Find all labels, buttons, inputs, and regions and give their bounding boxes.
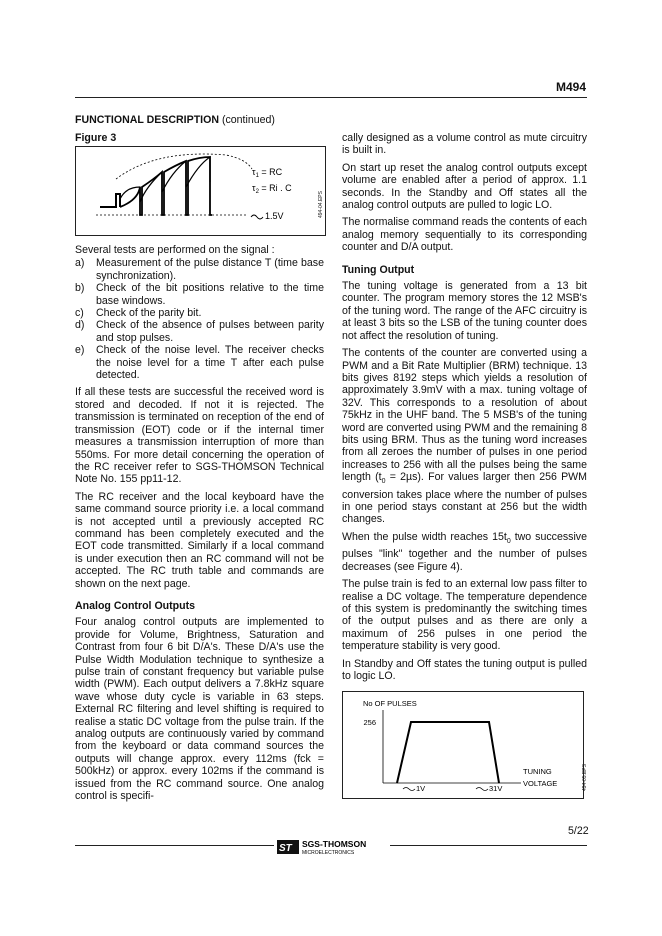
paragraph-rc-receiver: The RC receiver and the local keyboard have the same command source priority i.e. a local command is not accepted until a previously accepted RC command has been completely executed and the EOT code transmitted. Similarly if a local command is under execution then an RC command will not be accepted. The RC truth table and commands are shown on the next page.: [75, 490, 324, 590]
left-column: [75, 114, 324, 145]
x-tick-1v: 1V: [416, 784, 426, 793]
page-number: 5/22: [568, 825, 589, 837]
tuning-output-title: Tuning Output: [342, 263, 415, 276]
list-item: b) Check of the bit positions relative to the time base windows.: [75, 282, 324, 307]
footer-rule-right: [390, 845, 587, 846]
section-heading: [75, 114, 324, 126]
pulse-train: [120, 157, 212, 215]
document-id: M494: [556, 80, 587, 94]
ac-symbol-icon: [403, 788, 415, 791]
paragraph-startup: On start up reset the analog control outputs except volume are enabled after a period of approx. 1.1 seconds. In the Standby and Off states all the analog control outputs are pulled to logic LO.: [342, 161, 587, 212]
rc-curve: [116, 154, 252, 179]
header-rule: [75, 97, 587, 98]
right-column: [342, 132, 587, 703]
tests-intro: Several tests are performed on the signal :: [75, 244, 275, 256]
x-tick-31v: 31V: [489, 784, 503, 793]
pulse-1: [100, 194, 120, 207]
tests-list: [75, 257, 324, 381]
paragraph-analog: Four analog control outputs are implemented to provide for Volume, Brightness, Saturation and Contrast from four 6 bit D/A's. These D/A's use the Pulse Width Modulation technique to synthesize a pulse train of constant frequency but variable pulse width (PWM). Each output delivers a 7.8kHz square wave whose duty cycle is variable in 63 steps. External RC filtering and level shifting is required to realise a static DC voltage from the pulse train. If the analog outputs are continuously varied by command from the keyboard or data command sources the outputs will change approx. every 112ms (fck = 500kHz) or approx. every 102ms if the command is issued from the RC command source. One analog control is specifi-: [75, 616, 324, 803]
paragraph-continued: cally designed as a volume control as mute circuitry is built in.: [342, 132, 587, 157]
list-item: e) Check of the noise level. The receiver checks the noise level for a time T after each pulse detected.: [75, 344, 324, 382]
tau2-label: $\tau_2 = Ri$ . C: [252, 183, 292, 195]
analog-control-title: Analog Control Outputs: [75, 599, 196, 612]
y-value-256: 256: [363, 718, 376, 727]
x-axis-label-line1: TUNING: [523, 767, 552, 776]
tau1-label: $\tau_1$ = RC: [252, 167, 283, 179]
list-item: d) Check of the absence of pulses between parity and stop pulses.: [75, 319, 324, 344]
section-title: FUNCTIONAL DESCRIPTION: [75, 114, 219, 126]
paragraph-tests-ok: If all these tests are successful the received word is stored and decoded. If not it is rejected. The transmission is terminated on reception of the end of transmission (EOT) code or if the internal timer measures a transmission interruption of more than 550ms. For more detail concerning the operation of the RC receiver refer to SGS-THOMSON Technical Note No. 155 pp11-12.: [75, 386, 324, 486]
voltage-label: 1.5V: [265, 211, 284, 221]
paragraph-pulse-width: When the pulse width reaches $15t_0$ two successive pulses "link" together and the number of pulses decreases (see Figure 4).: [342, 530, 587, 573]
list-item: c) Check of the parity bit.: [75, 307, 202, 320]
paragraph-normalise: The normalise command reads the contents of each analog memory sequentially to its corresponding counter and D/A output.: [342, 216, 587, 254]
sgs-thomson-logo: [276, 838, 388, 856]
ac-symbol-icon: [251, 215, 263, 219]
section-title-suffix: (continued): [221, 114, 275, 126]
paragraph-standby: In Standby and Off states the tuning output is pulled to logic LO.: [342, 657, 587, 683]
paragraph-tuning-2: The contents of the counter are converted using a PWM and a Bit Rate Multiplier (BRM) technique. 13 bits gives 8192 steps which yields a resolution of approximately 3.9mV with a max. tuning voltage of 32V. This corresponds to a resolution of about 75kHz in the UHF band. The 5 MSB's of the tuning word are converted using PWM and the remaining 8 bits using BRM. Thus as the tuning word increases from all zeroes the number of pulses in one period increases to 256 with all the pulses being the same length $(t_0 = 2\mu s)$. For values larger then 256 PWM conversion takes place where the number of pulses in one period stays constant at 256 but the width changes.: [342, 347, 587, 526]
paragraph-filter: The pulse train is fed to an external low pass filter to realise a DC voltage. The temperature dependence of this system is predominantly the switching times of the output pulses and as there are only a maximum of 256 pulses in one period the temperature stability is very good.: [342, 578, 587, 653]
pulses-curve: [397, 722, 499, 783]
figure-4-side-code: 494-05.EPS: [582, 764, 588, 791]
left-column-body: [75, 244, 324, 807]
svg-text:ST: ST: [279, 843, 292, 854]
ac-symbol-icon: [476, 788, 488, 791]
footer-rule-left: [75, 845, 274, 846]
figure-3-label: Figure 3: [75, 132, 117, 145]
figure-4-diagram: [343, 692, 583, 798]
figure-4: [342, 691, 584, 799]
logo-mark-icon: [276, 838, 388, 856]
x-axis-label-line2: VOLTAGE: [523, 779, 558, 788]
logo-subtext: MICROELECTRONICS: [302, 850, 355, 856]
paragraph-tuning-1: The tuning voltage is generated from a 13 bit counter. The program memory stores the 12 MSB's of the tuning word. The range of the AFC circuitry is at least 3 bits so the LSB of the tuning counter does not affect the resolution of tuning.: [342, 280, 587, 342]
logo-text: SGS-THOMSON: [302, 839, 367, 849]
figure-3-side-code: 494-04.EPS: [318, 191, 324, 218]
y-axis-label: No OF PULSES: [363, 699, 417, 708]
figure-3-diagram: [76, 147, 325, 235]
figure-3: [75, 146, 326, 236]
list-item: a) Measurement of the pulse distance T (time base synchronization).: [75, 257, 324, 282]
